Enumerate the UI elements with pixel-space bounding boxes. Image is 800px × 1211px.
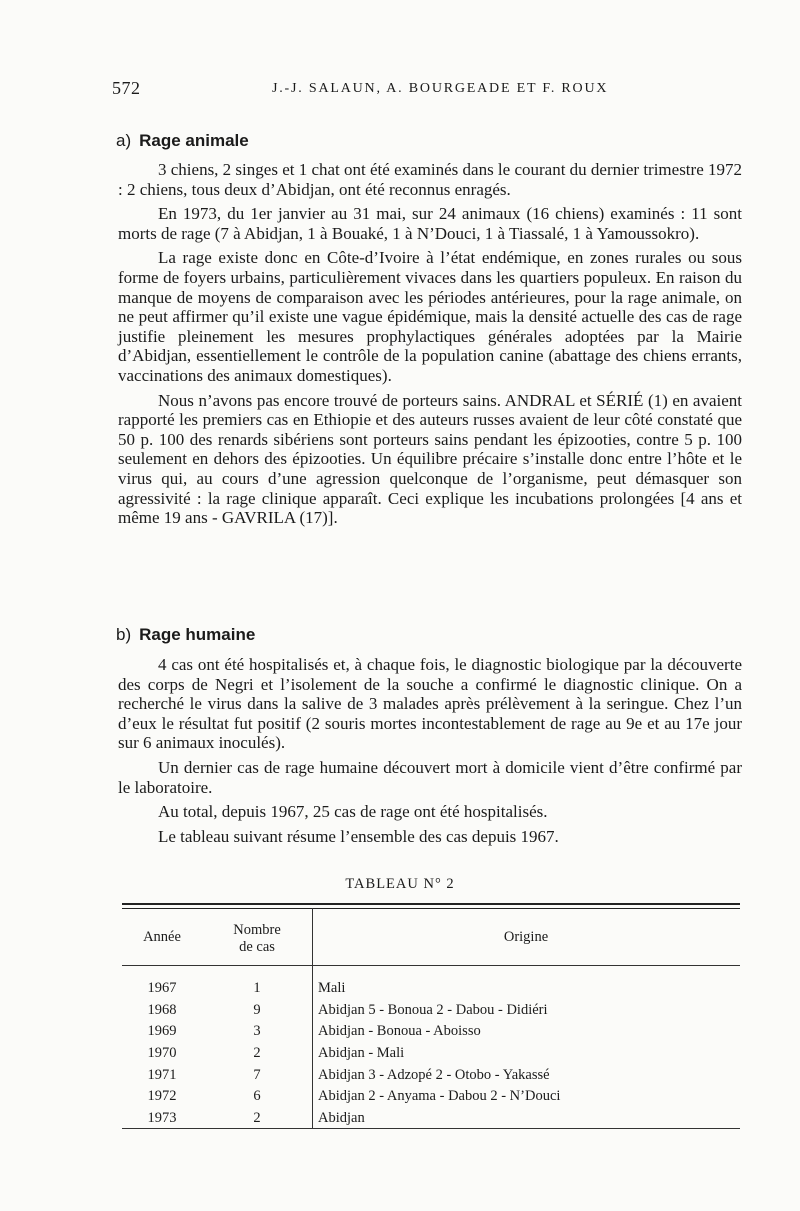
column-header-count-line1: Nombre	[233, 922, 281, 938]
cell-origin: Abidjan - Bonoua - Aboisso	[318, 1023, 481, 1040]
cell-origin: Abidjan 5 - Bonoua 2 - Dabou - Didiéri	[318, 1001, 548, 1018]
section-body-animal	[118, 160, 742, 533]
section-body-human	[118, 655, 742, 851]
cell-year: 1970	[147, 1045, 177, 1062]
paragraph: 3 chiens, 2 singes et 1 chat ont été examinés dans le courant du dernier trimestre 1972 : 2 chiens, tous deux d’Abidjan, ont été reconnus enragés.	[118, 160, 742, 199]
cell-year: 1969	[147, 1023, 177, 1040]
paragraph: Le tableau suivant résume l’ensemble des cas depuis 1967.	[158, 826, 559, 846]
paragraph: Au total, depuis 1967, 25 cas de rage ont été hospitalisés.	[158, 802, 548, 822]
column-header-count	[202, 918, 312, 956]
table-bottom-rule	[122, 1128, 740, 1129]
cell-count: 9	[253, 1001, 261, 1018]
cell-origin: Mali	[318, 980, 346, 996]
cell-year: 1967	[147, 980, 177, 996]
cell-count: 7	[253, 1066, 261, 1083]
cell-count: 3	[253, 1023, 261, 1040]
cell-year: 1968	[147, 1001, 177, 1018]
table-row	[122, 978, 740, 1000]
section-heading-human	[116, 625, 255, 645]
table-header	[122, 909, 740, 965]
paragraph: La rage existe donc en Côte-d’Ivoire à l’état endémique, en zones rurales ou sous forme de foyers urbains, particulièrement vivaces dans les quartiers populeux. En raison du manque de moyens de comparaison avec les périodes antérieures, pour la rage animale, on ne peut affirmer qu’il existe une vague épidémique, mais la densité actuelle des cas de rage justifie pleinement les mesures prophylactiques générales adoptées par la Mairie d’Abidjan, essentiellement le contrôle de la population canine (abattage des chiens errants, vaccinations des animaux domestiques).	[118, 248, 742, 385]
running-head: J.-J. SALAUN, A. BOURGEADE ET F. ROUX	[272, 81, 609, 96]
column-header-origin: Origine	[503, 928, 549, 945]
table-row	[122, 1021, 740, 1043]
cell-count: 6	[253, 1088, 261, 1105]
table-row	[122, 1000, 740, 1022]
section-label: b)	[116, 625, 132, 644]
cell-origin: Abidjan 3 - Adzopé 2 - Otobo - Yakassé	[318, 1066, 550, 1083]
table-row	[122, 1108, 740, 1130]
table-column-divider	[312, 908, 313, 1128]
cell-count: 1	[253, 980, 261, 996]
cell-count: 2	[253, 1110, 261, 1127]
cell-year: 1972	[147, 1088, 177, 1105]
section-heading-animal	[116, 131, 249, 151]
table-caption: TABLEAU N° 2	[345, 876, 455, 892]
cell-year: 1971	[147, 1066, 177, 1083]
table-row	[122, 1043, 740, 1065]
cases-table	[122, 903, 740, 1130]
page-header	[112, 78, 742, 102]
table-row	[122, 1086, 740, 1108]
section-title: Rage humaine	[139, 625, 256, 644]
cell-origin: Abidjan	[318, 1110, 365, 1127]
cell-origin: Abidjan 2 - Anyama - Dabou 2 - N’Douci	[318, 1088, 561, 1105]
table-row	[122, 1065, 740, 1087]
paragraph: En 1973, du 1er janvier au 31 mai, sur 24 animaux (16 chiens) examinés : 11 sont morts de rage (7 à Abidjan, 1 à Bouaké, 1 à N’Douci, 1 à Tiassalé, 1 à Yamoussokro).	[118, 204, 742, 243]
cell-origin: Abidjan - Mali	[318, 1045, 405, 1062]
paragraph: Un dernier cas de rage humaine découvert mort à domicile vient d’être confirmé par le laboratoire.	[118, 757, 742, 797]
paragraph: 4 cas ont été hospitalisés et, à chaque fois, le diagnostic biologique par la découverte des corps de Negri et l’isolement de la souche a confirmé le diagnostic clinique. On a recherché le virus dans la salive de 3 malades après prélèvement à la seringue. Chez l’un d’eux le résultat fut positif (2 souris mortes incontestablement de rage au 9e et au 17e jour sur 6 animaux inoculés).	[118, 655, 742, 753]
column-header-count-line2: de cas	[239, 939, 275, 955]
section-title: Rage animale	[139, 131, 249, 150]
cell-year: 1973	[147, 1110, 177, 1127]
paragraph: Nous n’avons pas encore trouvé de porteurs sains. ANDRAL et SÉRIÉ (1) en avaient rapporté les premiers cas en Ethiopie et des auteurs russes avaient de leur côté constaté que 50 p. 100 des renards sibériens sont porteurs sains pendant les épizooties, contre 5 p. 100 seulement en dehors des épizooties. Un équilibre précaire s’installe donc entre l’hôte et le virus qui, au cours d’une agression quelconque de l’organisme, peut démasquer son agressivité : la rage clinique apparaît. Ceci explique les incubations prolongées [4 ans et même 19 ans - GAVRILA (17)].	[118, 390, 742, 528]
section-label: a)	[116, 131, 132, 150]
table-body	[122, 966, 740, 1130]
cell-count: 2	[253, 1045, 261, 1062]
column-header-year: Année	[143, 928, 181, 945]
page-number: 572	[112, 78, 141, 98]
